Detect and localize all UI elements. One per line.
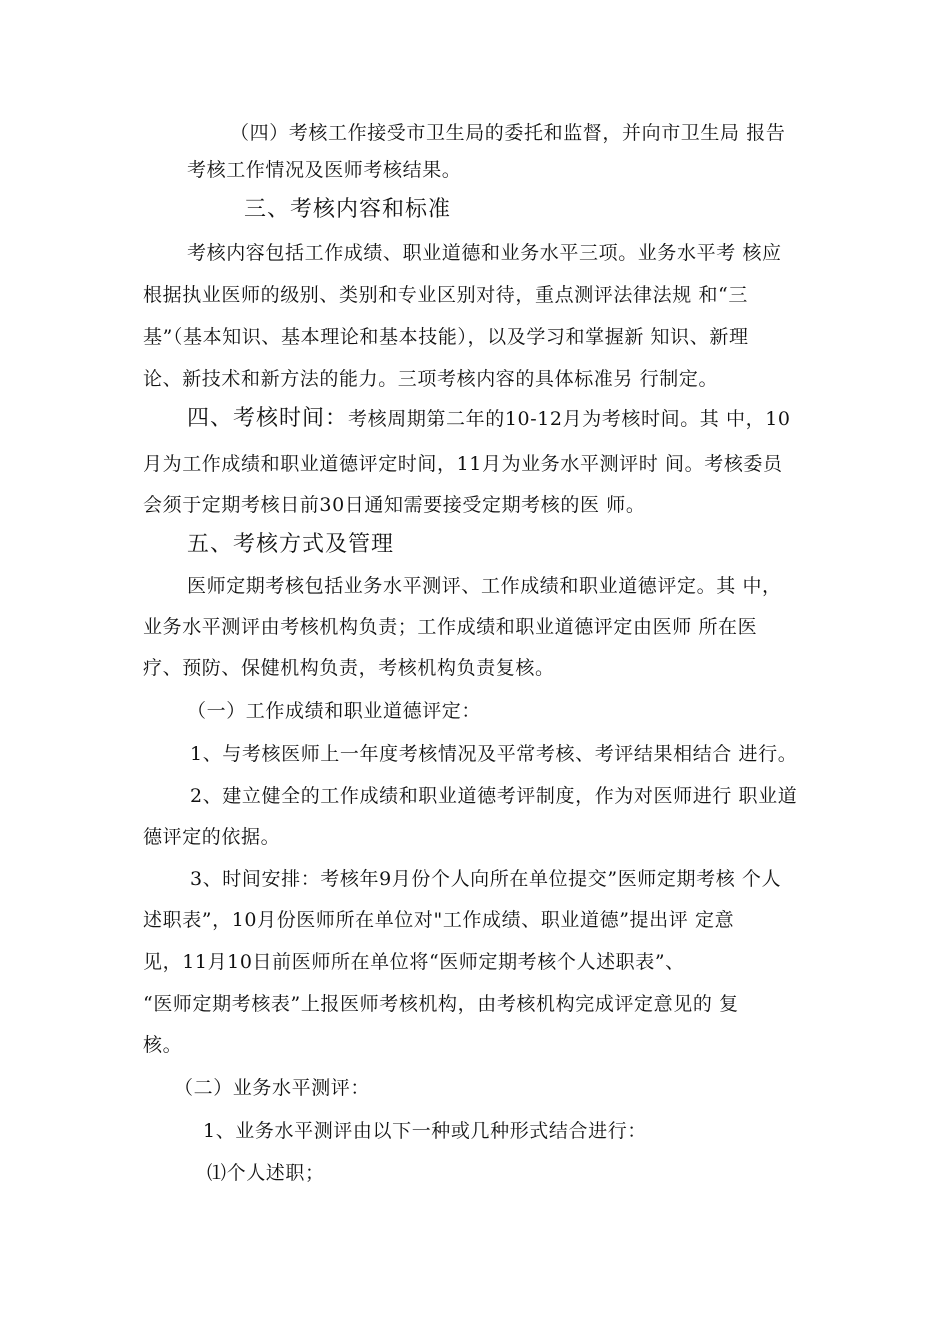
paragraph-line: 基”（基本知识、基本理论和基本技能），以及学习和掌握新 知识、新理 xyxy=(143,326,749,348)
list-item-continued: 德评定的依据。 xyxy=(143,826,281,848)
list-item: 2、建立健全的工作成绩和职业道德考评制度，作为对医师进行 职业道 xyxy=(190,785,798,807)
paragraph-line: 考核工作情况及医师考核结果。 xyxy=(187,159,462,181)
section-heading-5: 五、考核方式及管理 xyxy=(187,532,395,557)
paragraph-line: 月为工作成绩和职业道德评定时间，11月为业务水平测评时 间。考核委员 xyxy=(143,453,783,475)
paragraph-line: 论、新技术和新方法的能力。三项考核内容的具体标准另 行制定。 xyxy=(143,368,719,390)
paragraph-line: 疗、预防、保健机构负责，考核机构负责复核。 xyxy=(143,657,555,679)
list-item: 1、与考核医师上一年度考核情况及平常考核、考评结果相结合 进行。 xyxy=(190,743,798,765)
paragraph-line: 医师定期考核包括业务水平测评、工作成绩和职业道德评定。其 中， xyxy=(187,575,782,597)
paragraph-line xyxy=(187,407,791,431)
list-item: 1、业务水平测评由以下一种或几种形式结合进行： xyxy=(203,1120,647,1142)
paragraph-text: 考核周期第二年的10-12月为考核时间。其 中，10 xyxy=(348,408,791,430)
list-item: ⑴个人述职； xyxy=(207,1162,325,1184)
paragraph-line: 考核内容包括工作成绩、职业道德和业务水平三项。业务水平考 核应 xyxy=(187,242,782,264)
paragraph-line: 业务水平测评由考核机构负责；工作成绩和职业道德评定由医师 所在医 xyxy=(143,616,758,638)
paragraph-line: 会须于定期考核日前30日通知需要接受定期考核的医 师。 xyxy=(143,494,646,516)
list-item-continued: 见，11月10日前医师所在单位将“医师定期考核个人述职表”、 xyxy=(143,951,685,973)
list-item-continued: “医师定期考核表”上报医师考核机构，由考核机构完成评定意见的 复 xyxy=(143,993,739,1015)
list-item-continued: 核。 xyxy=(143,1034,183,1056)
paragraph-line: 根据执业医师的级别、类别和专业区别对待，重点测评法律法规 和“三 xyxy=(143,284,748,306)
subsection-heading: （一）工作成绩和职业道德评定： xyxy=(187,700,482,722)
paragraph-line: （四）考核工作接受市卫生局的委托和监督，并向市卫生局 报告 xyxy=(230,122,786,144)
subsection-heading: （二）业务水平测评： xyxy=(174,1077,371,1099)
section-heading-3: 三、考核内容和标准 xyxy=(244,197,452,222)
section-heading-4: 四、考核时间： xyxy=(187,406,349,431)
list-item: 3、时间安排：考核年9月份个人向所在单位提交”医师定期考核 个人 xyxy=(190,868,782,890)
list-item-continued: 述职表”，10月份医师所在单位对"工作成绩、职业道德”提出评 定意 xyxy=(143,909,735,931)
